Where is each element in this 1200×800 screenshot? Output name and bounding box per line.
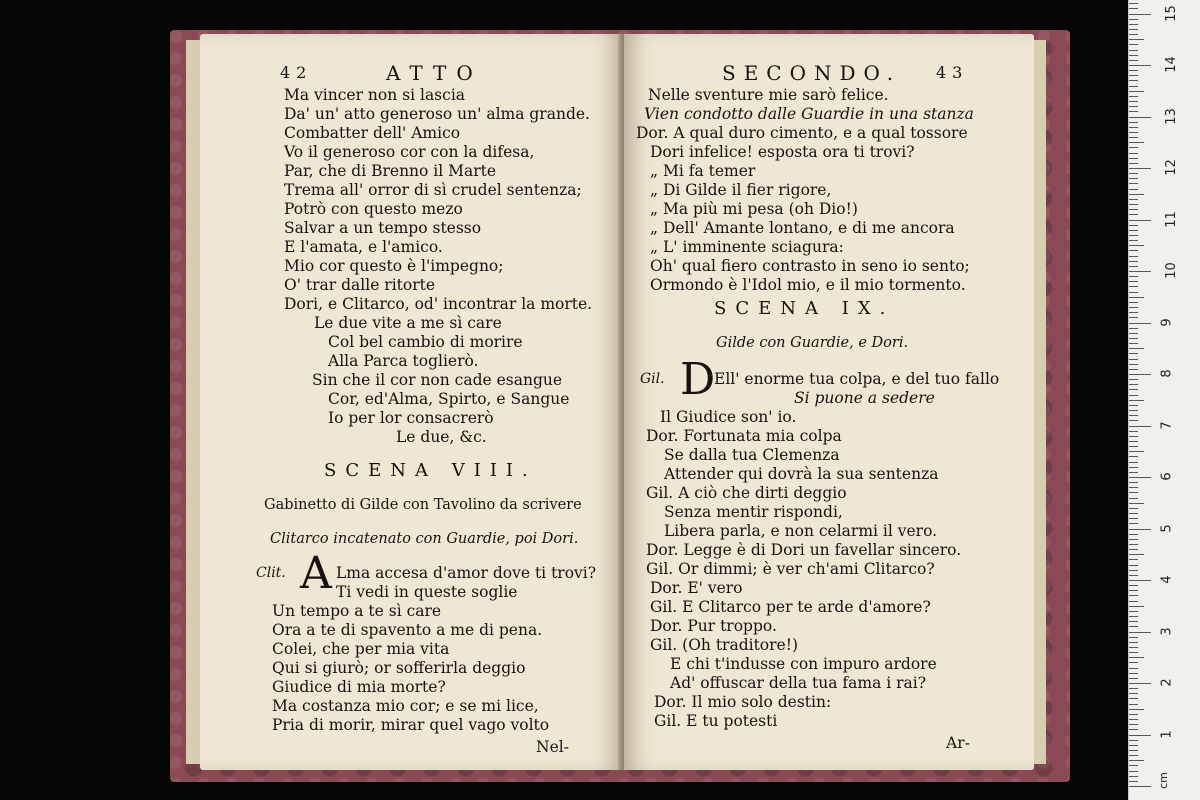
- ruler-tick: [1129, 467, 1138, 468]
- ruler-tick: [1129, 611, 1138, 612]
- ruler-tick: [1129, 580, 1151, 581]
- ruler-tick: [1129, 86, 1138, 87]
- ruler-tick: [1129, 245, 1144, 246]
- ruler-number: 12: [1163, 159, 1179, 176]
- verse-line: Vo il generoso cor con la difesa,: [284, 143, 535, 161]
- ruler-tick: [1129, 668, 1138, 669]
- verse-line: Alla Parca toglierò.: [328, 352, 479, 370]
- verse-line: Da' un' atto generoso un' alma grande.: [284, 105, 590, 123]
- ruler-tick: [1129, 662, 1138, 663]
- ruler-tick: [1129, 214, 1138, 215]
- ruler-tick: [1129, 276, 1138, 277]
- ruler-tick: [1129, 261, 1138, 262]
- ruler-tick: [1129, 498, 1138, 499]
- ruler-tick: [1129, 183, 1138, 184]
- ruler-tick: [1129, 626, 1138, 627]
- ruler-tick: [1129, 518, 1138, 519]
- scene-title: SCENA IX.: [714, 298, 895, 319]
- running-head: SECONDO.: [722, 61, 902, 85]
- ruler-number: 3: [1159, 626, 1175, 636]
- ruler-tick: [1129, 781, 1138, 782]
- ruler-tick: [1129, 328, 1138, 329]
- ruler-tick: [1129, 405, 1138, 406]
- ruler-tick: [1129, 503, 1144, 504]
- verse-line: Mio cor questo è l'impegno;: [284, 257, 504, 275]
- speech-line: Ma costanza mio cor; e se mi lice,: [272, 697, 539, 715]
- ruler-tick: [1129, 709, 1144, 710]
- ruler-number: 6: [1159, 472, 1175, 481]
- verse-line: Ma vincer non si lascia: [284, 86, 466, 104]
- stage-direction: Si puone a sedere: [794, 389, 935, 407]
- ruler-tick: [1129, 101, 1138, 102]
- ruler-tick: [1129, 142, 1144, 143]
- ruler-number: 9: [1159, 317, 1175, 327]
- ruler-tick: [1129, 374, 1151, 375]
- speech-line: Lma accesa d'amor dove ti trovi?: [336, 564, 597, 582]
- verse-line: Dori infelice! esposta ora ti trovi?: [650, 143, 915, 161]
- ruler-tick: [1129, 209, 1138, 210]
- ruler-number: 4: [1159, 575, 1175, 584]
- ruler-tick: [1129, 153, 1138, 154]
- ruler-tick: [1129, 570, 1138, 571]
- verse-line: Salvar a un tempo stesso: [284, 219, 482, 237]
- ruler-tick: [1129, 343, 1138, 344]
- verse-line: Dori, e Clitarco, od' incontrar la morte.: [284, 295, 593, 313]
- ruler-number: 11: [1163, 210, 1179, 228]
- scene-characters: Clitarco incatenato con Guardie, poi Dori.: [270, 531, 579, 547]
- ruler-tick: [1129, 441, 1138, 442]
- speech-line: Gil. Or dimmi; è ver ch'ami Clitarco?: [646, 560, 935, 578]
- verse-line: O' trar dalle ritorte: [284, 276, 436, 294]
- verse-line: Combatter dell' Amico: [284, 124, 461, 142]
- speaker-label: Clit.: [256, 565, 286, 581]
- ruler-tick: [1129, 220, 1151, 221]
- ruler-tick: [1129, 384, 1138, 385]
- ruler-tick: [1129, 735, 1151, 736]
- ruler-tick: [1129, 96, 1138, 97]
- speech-line: Un tempo a te sì care: [272, 602, 442, 620]
- speech-line: Attender qui dovrà la sua sentenza: [664, 465, 939, 483]
- ruler-tick: [1129, 719, 1138, 720]
- ruler-tick: [1129, 369, 1138, 370]
- ruler-tick: [1129, 776, 1138, 777]
- speech-line: Se dalla tua Clemenza: [664, 446, 840, 464]
- verse-line: Cor, ed'Alma, Spirto, e Sangue: [328, 390, 570, 408]
- ruler-tick: [1129, 75, 1138, 76]
- ruler-tick: [1129, 451, 1144, 452]
- speech-line: Qui si giurò; or sofferirla deggio: [272, 659, 526, 677]
- ruler-tick: [1129, 44, 1138, 45]
- speech-line: Dor. E' vero: [650, 579, 743, 597]
- speech-line: Ell' enorme tua colpa, e del tuo fallo: [714, 370, 1000, 388]
- ruler-tick: [1129, 410, 1138, 411]
- ruler-tick: [1129, 225, 1138, 226]
- ruler-tick: [1129, 724, 1138, 725]
- speech-line: E chi t'indusse con impuro ardore: [670, 655, 937, 673]
- ruler-number: 1: [1159, 729, 1175, 739]
- ruler-tick: [1129, 8, 1138, 9]
- ruler-tick: [1129, 271, 1151, 272]
- verse-line: „ Ma più mi pesa (oh Dio!): [650, 200, 858, 218]
- ruler-tick: [1129, 297, 1144, 298]
- ruler-tick: [1129, 523, 1138, 524]
- verse-line: Nelle sventure mie sarò felice.: [648, 86, 889, 104]
- verse-line: „ L' imminente sciagura:: [650, 238, 844, 256]
- ruler-tick: [1129, 426, 1151, 427]
- ruler-tick: [1129, 657, 1144, 658]
- ruler-tick: [1129, 786, 1151, 787]
- ruler-tick: [1129, 55, 1138, 56]
- drop-cap: D: [680, 354, 716, 405]
- ruler-tick: [1129, 513, 1138, 514]
- verse-line: Sin che il cor non cade esangue: [312, 371, 563, 389]
- ruler-tick: [1129, 122, 1138, 123]
- ruler-unit: cm: [1156, 772, 1170, 789]
- ruler-tick: [1129, 559, 1138, 560]
- ruler-tick: [1129, 549, 1138, 550]
- ruler-tick: [1129, 673, 1138, 674]
- ruler-tick: [1129, 292, 1138, 293]
- ruler-tick: [1129, 446, 1138, 447]
- speech-line: Gil. E Clitarco per te arde d'amore?: [650, 598, 931, 616]
- ruler-tick: [1129, 575, 1138, 576]
- ruler-tick: [1129, 266, 1138, 267]
- ruler-number: 14: [1163, 56, 1179, 73]
- speech-line: Gil. E tu potesti: [654, 712, 778, 730]
- ruler-tick: [1129, 400, 1144, 401]
- ruler-tick: [1129, 714, 1138, 715]
- ruler-tick: [1129, 91, 1144, 92]
- verse-line: Ormondo è l'Idol mio, e il mio tormento.: [650, 276, 966, 294]
- ruler-tick: [1129, 65, 1151, 66]
- speaker-label: Gil.: [640, 371, 665, 387]
- verse-line: „ Dell' Amante lontano, e di me ancora: [650, 219, 955, 237]
- page-number: 43: [936, 63, 969, 82]
- speech-line: Il Giudice son' io.: [660, 408, 797, 426]
- ruler-tick: [1129, 688, 1138, 689]
- ruler-tick: [1129, 395, 1138, 396]
- ruler-tick: [1129, 317, 1138, 318]
- ruler-tick: [1129, 137, 1138, 138]
- ruler-tick: [1129, 740, 1138, 741]
- speech-line: Libera parla, e non celarmi il vero.: [664, 522, 938, 540]
- speech-line: Dor. Fortunata mia colpa: [646, 427, 842, 445]
- ruler-tick: [1129, 601, 1138, 602]
- ruler-tick: [1129, 637, 1138, 638]
- ruler-tick: [1129, 60, 1138, 61]
- ruler-number: 15: [1163, 4, 1179, 22]
- ruler-tick: [1129, 338, 1138, 339]
- verse-line: Potrò con questo mezo: [284, 200, 463, 218]
- ruler-tick: [1129, 632, 1151, 633]
- ruler-tick: [1129, 50, 1138, 51]
- ruler-tick: [1129, 755, 1138, 756]
- ruler-tick: [1129, 147, 1138, 148]
- ruler-tick: [1129, 482, 1138, 483]
- catchword: Nel-: [536, 738, 569, 756]
- speech-line: Gil. (Oh traditore!): [650, 636, 798, 654]
- page-number: 42: [280, 63, 313, 82]
- ruler-tick: [1129, 359, 1138, 360]
- ruler-tick: [1129, 194, 1144, 195]
- ruler-tick: [1129, 189, 1138, 190]
- ruler-number: 13: [1163, 107, 1179, 125]
- catchword: Ar-: [946, 734, 970, 752]
- ruler-tick: [1129, 647, 1138, 648]
- ruler-tick: [1129, 436, 1138, 437]
- ruler-tick: [1129, 554, 1144, 555]
- verse-line: Oh' qual fiero contrasto in seno io sento;: [650, 257, 970, 275]
- ruler-tick: [1129, 616, 1138, 617]
- ruler-tick: [1129, 3, 1138, 4]
- speech-line: Dor. Legge è di Dori un favellar sincero.: [646, 541, 962, 559]
- ruler-tick: [1129, 111, 1138, 112]
- ruler-tick: [1129, 323, 1151, 324]
- ruler-tick: [1129, 364, 1138, 365]
- ruler-tick: [1129, 127, 1138, 128]
- ruler-tick: [1129, 70, 1138, 71]
- ruler-tick: [1129, 14, 1151, 15]
- ruler-tick: [1129, 348, 1144, 349]
- ruler-number: 5: [1159, 523, 1175, 533]
- right-page-edges: [1032, 40, 1046, 764]
- verse-line: Par, che di Brenno il Marte: [284, 162, 497, 180]
- ruler-tick: [1129, 745, 1138, 746]
- speech-line: Colei, che per mia vita: [272, 640, 450, 658]
- ruler-tick: [1129, 80, 1138, 81]
- verse-line: „ Di Gilde il fier rigore,: [650, 181, 832, 199]
- speech-line: Pria di morir, mirar quel vago volto: [272, 716, 550, 734]
- ruler-number: 10: [1163, 262, 1179, 279]
- left-page: [200, 34, 622, 770]
- ruler-tick: [1129, 286, 1138, 287]
- verse-line: Dor. A qual duro cimento, e a qual tossore: [636, 124, 968, 142]
- ruler-number: 8: [1159, 369, 1175, 378]
- ruler-tick: [1129, 168, 1151, 169]
- ruler-tick: [1129, 163, 1138, 164]
- ruler-tick: [1129, 534, 1138, 535]
- speech-line: Dor. Pur troppo.: [650, 617, 777, 635]
- ruler-tick: [1129, 771, 1138, 772]
- speech-line: Ti vedi in queste soglie: [336, 583, 518, 601]
- verse-line: E l'amata, e l'amico.: [284, 238, 443, 256]
- ruler-tick: [1129, 565, 1138, 566]
- scene-title: SCENA VIII.: [324, 460, 537, 481]
- ruler-tick: [1129, 652, 1138, 653]
- ruler-tick: [1129, 693, 1138, 694]
- ruler-tick: [1129, 698, 1138, 699]
- ruler-tick: [1129, 750, 1138, 751]
- ruler-tick: [1129, 24, 1138, 25]
- ruler-tick: [1129, 117, 1151, 118]
- speech-line: Gil. A ciò che dirti deggio: [646, 484, 847, 502]
- ruler-tick: [1129, 158, 1138, 159]
- scene-characters: Gilde con Guardie, e Dori.: [716, 335, 909, 351]
- ruler-tick: [1129, 456, 1138, 457]
- ruler-tick: [1129, 34, 1138, 35]
- verse-line: Col bel cambio di morire: [328, 333, 523, 351]
- ruler-tick: [1129, 235, 1138, 236]
- ruler-tick: [1129, 462, 1138, 463]
- ruler-tick: [1129, 529, 1151, 530]
- ruler-number: 7: [1159, 420, 1175, 430]
- ruler-tick: [1129, 281, 1138, 282]
- ruler-tick: [1129, 333, 1138, 334]
- speech-line: Senza mentir rispondi,: [664, 503, 843, 521]
- ruler-tick: [1129, 765, 1138, 766]
- speech-line: Ad' offuscar della tua fama i rai?: [670, 674, 927, 692]
- ruler-tick: [1129, 106, 1138, 107]
- ruler-tick: [1129, 178, 1138, 179]
- ruler-tick: [1129, 250, 1138, 251]
- ruler-tick: [1129, 704, 1138, 705]
- ruler-tick: [1129, 590, 1138, 591]
- measuring-ruler: [1128, 0, 1200, 800]
- ruler-tick: [1129, 204, 1138, 205]
- ruler-tick: [1129, 683, 1151, 684]
- ruler-tick: [1129, 595, 1138, 596]
- ruler-number: 2: [1159, 678, 1175, 687]
- ruler-tick: [1129, 585, 1138, 586]
- speech-line: Giudice di mia morte?: [272, 678, 446, 696]
- ruler-tick: [1129, 199, 1138, 200]
- ruler-tick: [1129, 539, 1138, 540]
- ruler-tick: [1129, 431, 1138, 432]
- ruler-tick: [1129, 472, 1138, 473]
- scene-setting: Gabinetto di Gilde con Tavolino da scrivere: [264, 497, 582, 513]
- ruler-tick: [1129, 544, 1138, 545]
- ruler-tick: [1129, 19, 1138, 20]
- drop-cap: A: [300, 548, 332, 599]
- ruler-tick: [1129, 606, 1144, 607]
- ruler-tick: [1129, 487, 1138, 488]
- ruler-tick: [1129, 302, 1138, 303]
- ruler-tick: [1129, 642, 1138, 643]
- ruler-tick: [1129, 39, 1144, 40]
- ruler-tick: [1129, 230, 1138, 231]
- ruler-tick: [1129, 173, 1138, 174]
- ruler-tick: [1129, 621, 1138, 622]
- ruler-tick: [1129, 415, 1138, 416]
- ruler-tick: [1129, 508, 1138, 509]
- ruler-tick: [1129, 379, 1138, 380]
- verse-line: Le due, &c.: [396, 428, 487, 446]
- ruler-tick: [1129, 492, 1138, 493]
- ruler-tick: [1129, 477, 1151, 478]
- running-head: ATTO: [386, 61, 483, 85]
- ruler-tick: [1129, 312, 1138, 313]
- speech-line: Ora a te di spavento a me di pena.: [272, 621, 543, 639]
- stage-direction: Vien condotto dalle Guardie in una stanza: [644, 105, 974, 123]
- ruler-tick: [1129, 307, 1138, 308]
- right-page: [624, 34, 1034, 770]
- ruler-tick: [1129, 256, 1138, 257]
- ruler-tick: [1129, 132, 1138, 133]
- verse-line: Le due vite a me sì care: [314, 314, 502, 332]
- speech-line: Dor. Il mio solo destin:: [654, 693, 832, 711]
- ruler-tick: [1129, 729, 1138, 730]
- verse-line: Io per lor consacrerò: [328, 409, 494, 427]
- ruler-tick: [1129, 760, 1144, 761]
- ruler-tick: [1129, 678, 1138, 679]
- verse-line: Trema all' orror di sì crudel sentenza;: [284, 181, 582, 199]
- ruler-tick: [1129, 29, 1138, 30]
- ruler-tick: [1129, 240, 1138, 241]
- ruler-tick: [1129, 420, 1138, 421]
- ruler-tick: [1129, 389, 1138, 390]
- verse-line: „ Mi fa temer: [650, 162, 756, 180]
- ruler-tick: [1129, 353, 1138, 354]
